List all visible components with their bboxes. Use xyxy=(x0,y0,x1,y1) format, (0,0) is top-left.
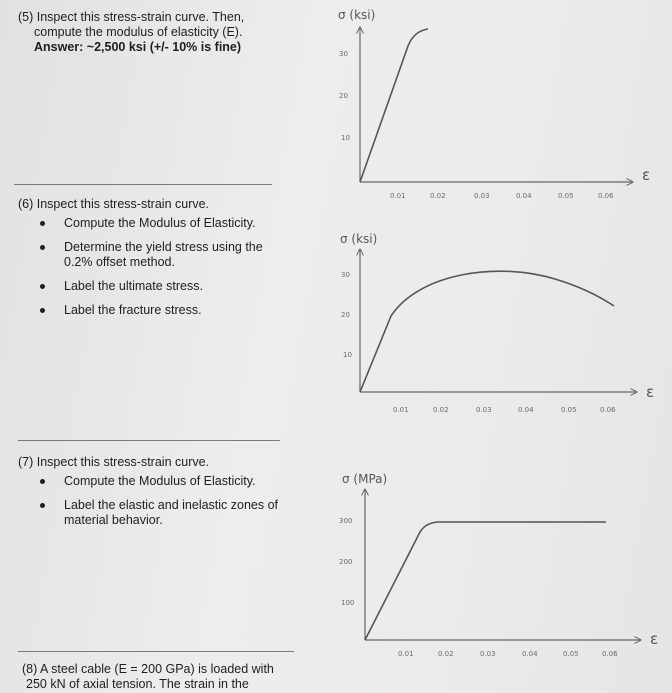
graph-1-x-tick: 0.01 xyxy=(390,192,406,200)
graph-3-y-tick: 100 xyxy=(341,599,355,607)
graph-2-y-label: σ (ksi) xyxy=(340,232,378,246)
graph-1-y-label: σ (ksi) xyxy=(338,8,376,22)
graph-1-y-tick: 10 xyxy=(341,134,350,142)
question-7-item: Compute the Modulus of Elasticity. xyxy=(18,474,298,489)
graph-2-x-tick: 0.03 xyxy=(476,406,492,414)
graph-1-x-tick: 0.03 xyxy=(474,192,490,200)
graph-2-x-tick: 0.01 xyxy=(393,406,409,414)
question-5-answer: Answer: ~2,500 ksi (+/- 10% is fine) xyxy=(34,40,242,54)
graph-3-curve xyxy=(365,522,606,640)
graph-3-y-tick: 300 xyxy=(339,517,353,525)
question-5-text-line2: compute the modulus of elasticity (E). xyxy=(34,25,243,39)
graph-1-x-tick: 0.05 xyxy=(558,192,574,200)
graph-1-x-tick: 0.06 xyxy=(598,192,614,200)
question-6-item: Determine the yield stress using the 0.2% offset method. xyxy=(18,240,294,270)
question-7-item: Label the elastic and inelastic zones of material behavior. xyxy=(18,498,304,528)
graph-2-y-tick: 30 xyxy=(341,271,350,279)
graph-3-x-tick: 0.01 xyxy=(398,650,414,658)
question-6-item: Label the fracture stress. xyxy=(18,303,288,318)
question-5-text-line1: (5) Inspect this stress-strain curve. Then, xyxy=(18,10,245,24)
graph-2-x-tick: 0.02 xyxy=(433,406,449,414)
question-8-text-line1: (8) A steel cable (E = 200 GPa) is loaded with xyxy=(22,662,274,676)
graph-1-x-tick: 0.02 xyxy=(430,192,446,200)
graph-2-x-label: ε xyxy=(646,383,655,401)
graph-1 xyxy=(338,8,650,200)
graph-1-x-tick: 0.04 xyxy=(516,192,532,200)
graph-3-y-tick: 200 xyxy=(339,558,353,566)
graph-1-y-tick: 20 xyxy=(339,92,348,100)
graph-3-x-label: ε xyxy=(650,630,659,648)
graph-3-y-label: σ (MPa) xyxy=(342,472,388,486)
graph-3-x-tick: 0.02 xyxy=(438,650,454,658)
graph-3-x-tick: 0.05 xyxy=(563,650,579,658)
graph-3-x-tick: 0.03 xyxy=(480,650,496,658)
question-7-heading: (7) Inspect this stress-strain curve. xyxy=(18,455,210,469)
graph-3-x-tick: 0.04 xyxy=(522,650,538,658)
graph-1-curve xyxy=(360,29,428,182)
graph-2 xyxy=(340,232,654,414)
question-8-text-line2: 250 kN of axial tension. The strain in the xyxy=(26,677,249,691)
graph-2-x-tick: 0.06 xyxy=(600,406,616,414)
question-6-item: Compute the Modulus of Elasticity. xyxy=(18,216,288,231)
graph-2-x-tick: 0.05 xyxy=(561,406,577,414)
graph-2-x-tick: 0.04 xyxy=(518,406,534,414)
graph-1-x-label: ε xyxy=(642,166,651,184)
graph-2-y-tick: 20 xyxy=(341,311,350,319)
graph-2-y-tick: 10 xyxy=(343,351,352,359)
question-6-item: Label the ultimate stress. xyxy=(18,279,288,294)
graph-3 xyxy=(339,472,658,658)
question-6-heading: (6) Inspect this stress-strain curve. xyxy=(18,197,210,211)
graph-1-y-tick: 30 xyxy=(339,50,348,58)
graph-2-curve xyxy=(360,271,614,392)
graph-3-x-tick: 0.06 xyxy=(602,650,618,658)
